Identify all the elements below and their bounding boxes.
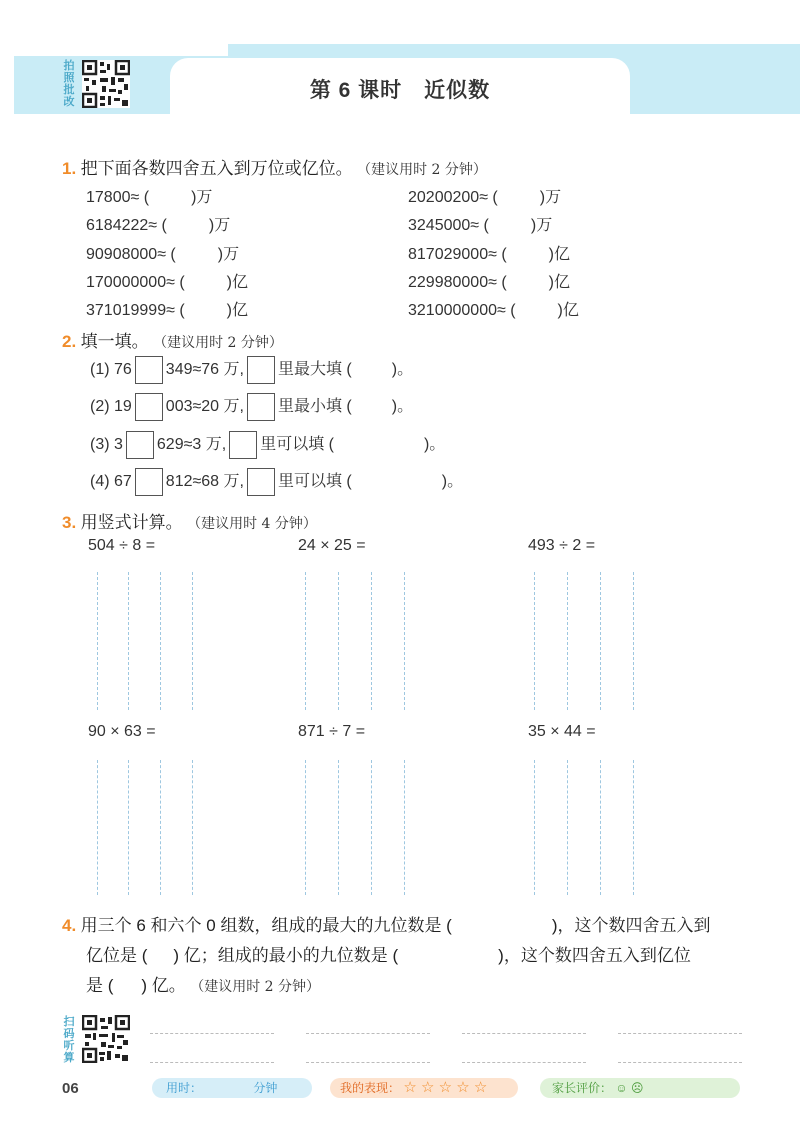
q2-item-4: (4) 67 812≈68 万, 里可以填 ( )。 (90, 468, 463, 496)
q3-hint: （建议用时 4 分钟） (187, 516, 317, 532)
q3-problem-2: 24 × 25 = (298, 537, 366, 554)
q1-row-1-right: 20200200≈ ( )万 (408, 189, 562, 206)
work-area-guide (371, 572, 372, 710)
q1-row-3-left: 90908000≈ ( )万 (86, 246, 240, 263)
answer-line (306, 1062, 430, 1063)
work-area-guide (600, 572, 601, 710)
q1-hint: （建议用时 2 分钟） (357, 162, 487, 178)
q1-number: 1. (62, 159, 77, 178)
work-area-guide (371, 760, 372, 895)
answer-line (150, 1033, 274, 1034)
header-notch (14, 44, 228, 56)
face-icons[interactable]: ☺ ☹ (615, 1081, 644, 1095)
answer-line (618, 1033, 742, 1034)
answer-box[interactable] (135, 468, 163, 496)
q3-text: 用竖式计算。 (80, 513, 183, 532)
q2-header (62, 327, 283, 352)
work-area-guide (160, 572, 161, 710)
parent-eval-label: 家长评价： (552, 1081, 613, 1095)
work-area-guide (305, 572, 306, 710)
work-area-guide (338, 572, 339, 710)
box-reference (247, 356, 275, 384)
q3-problem-6: 35 × 44 = (528, 723, 596, 740)
time-label: 用时： (166, 1081, 203, 1095)
rating-stars[interactable]: ☆ ☆ ☆ ☆ ☆ (403, 1079, 488, 1096)
answer-box[interactable] (126, 431, 154, 459)
work-area-guide (97, 572, 98, 710)
q2-item-3: (3) 3 629≈3 万, 里可以填 ( )。 (90, 431, 445, 459)
q3-header (62, 508, 317, 533)
answer-line (618, 1062, 742, 1063)
q1-row-4-right: 229980000≈ ( )亿 (408, 274, 570, 291)
work-area-guide (192, 760, 193, 895)
q2-hint: （建议用时 2 分钟） (153, 335, 283, 351)
q1-row-5-left: 371019999≈ ( )亿 (86, 302, 248, 319)
q1-row-3-right: 817029000≈ ( )亿 (408, 246, 570, 263)
q1-text: 把下面各数四舍五入到万位或亿位。 (80, 159, 353, 178)
answer-line (462, 1033, 586, 1034)
q4-hint: （建议用时 2 分钟） (190, 979, 321, 995)
answer-line (150, 1062, 274, 1063)
q1-header (62, 154, 487, 179)
qr-code-icon[interactable] (82, 60, 130, 108)
q3-problem-1: 504 ÷ 8 = (88, 537, 156, 554)
box-reference (247, 393, 275, 421)
answer-box[interactable] (135, 393, 163, 421)
page-number: 06 (62, 1080, 79, 1097)
work-area-guide (97, 760, 98, 895)
work-area-guide (192, 572, 193, 710)
box-reference (247, 468, 275, 496)
answer-line (306, 1033, 430, 1034)
performance-label: 我的表现： (340, 1081, 401, 1095)
time-pill (152, 1078, 312, 1098)
q3-problem-5: 871 ÷ 7 = (298, 723, 366, 740)
q4-line-3: 是 ( ) 亿。 （建议用时 2 分钟） (86, 976, 321, 995)
q4-line-2: 亿位是 ( ) 亿；组成的最小的九位数是 ( )，这个数四舍五入到亿位 (86, 946, 691, 965)
performance-pill (330, 1078, 518, 1098)
time-unit: 分钟 (253, 1081, 278, 1095)
q2-number: 2. (62, 332, 77, 351)
work-area-guide (633, 572, 634, 710)
q2-item-1: (1) 76 349≈76 万, 里最大填 ( )。 (90, 356, 413, 384)
work-area-guide (534, 572, 535, 710)
answer-box[interactable] (135, 356, 163, 384)
work-area-guide (534, 760, 535, 895)
work-area-guide (567, 760, 568, 895)
q2-text: 填一填。 (80, 332, 149, 351)
parent-eval-pill (540, 1078, 740, 1098)
q4-number: 4. (62, 916, 77, 935)
q4-line-1: 4. 用三个 6 和六个 0 组数，组成的最大的九位数是 ( )，这个数四舍五入到 (62, 916, 711, 935)
work-area-guide (128, 760, 129, 895)
photo-grade-label: 拍照批改 (63, 60, 75, 108)
q1-row-2-left: 6184222≈ ( )万 (86, 217, 231, 234)
work-area-guide (338, 760, 339, 895)
qr-code-icon[interactable] (82, 1015, 130, 1063)
q2-item-2: (2) 19 003≈20 万, 里最小填 ( )。 (90, 393, 413, 421)
q1-row-5-right: 3210000000≈ ( )亿 (408, 302, 579, 319)
q3-number: 3. (62, 513, 77, 532)
work-area-guide (128, 572, 129, 710)
work-area-guide (305, 760, 306, 895)
answer-line (462, 1062, 586, 1063)
q1-row-1-left: 17800≈ ( )万 (86, 189, 213, 206)
work-area-guide (404, 572, 405, 710)
work-area-guide (404, 760, 405, 895)
q3-problem-4: 90 × 63 = (88, 723, 156, 740)
work-area-guide (633, 760, 634, 895)
q1-row-4-left: 170000000≈ ( )亿 (86, 274, 248, 291)
box-reference (229, 431, 257, 459)
listen-calc-label: 扫码听算 (63, 1016, 75, 1064)
work-area-guide (160, 760, 161, 895)
work-area-guide (600, 760, 601, 895)
work-area-guide (567, 572, 568, 710)
page-title: 第 6 课时 近似数 (309, 79, 491, 102)
q1-row-2-right: 3245000≈ ( )万 (408, 217, 553, 234)
q3-problem-3: 493 ÷ 2 = (528, 537, 596, 554)
